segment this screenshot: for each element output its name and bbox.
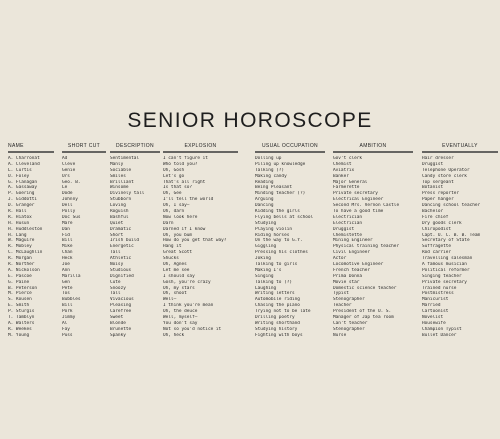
list-item: Bill bbox=[62, 238, 73, 244]
list-item: Druggist bbox=[422, 161, 444, 167]
list-item: R. Weekes bbox=[8, 326, 32, 332]
list-item: P. Goering bbox=[8, 191, 35, 197]
list-item: Energetic bbox=[110, 244, 134, 250]
list-item: R. Morgan bbox=[8, 256, 32, 262]
list-item: Athletic bbox=[110, 256, 132, 262]
list-item: Aviatrix bbox=[333, 167, 355, 173]
list-item: Making candy bbox=[255, 173, 287, 179]
column-header: EVENTUALLY bbox=[442, 143, 478, 149]
list-item: Married bbox=[422, 303, 441, 309]
list-item: Gen bbox=[62, 279, 70, 285]
list-item: Travelling salesman bbox=[422, 256, 473, 262]
list-item: On the way to G.Y. bbox=[255, 238, 303, 244]
list-item: Trying not to be late bbox=[255, 309, 311, 315]
list-item: You don't say bbox=[163, 320, 198, 326]
list-item: Brilliant bbox=[110, 179, 134, 185]
column-list bbox=[255, 156, 325, 339]
list-item: I can't figure it bbox=[163, 156, 208, 161]
list-item: Al bbox=[62, 320, 68, 326]
list-item: Writing letters bbox=[255, 291, 295, 297]
list-item: Dramatic bbox=[110, 226, 132, 232]
list-item: J. Giddotti bbox=[8, 197, 38, 203]
list-item: Botanist bbox=[422, 185, 444, 191]
column-header: NAME bbox=[8, 143, 24, 149]
list-item: Hair dresser bbox=[422, 156, 454, 161]
list-item: Joe bbox=[62, 262, 70, 268]
list-item: E. Smith bbox=[8, 303, 30, 309]
list-item: Making I's bbox=[255, 267, 282, 273]
list-item: Shucks bbox=[163, 256, 179, 262]
column-list bbox=[8, 156, 54, 339]
list-item: Hang it bbox=[163, 244, 182, 250]
list-item: Tos bbox=[62, 291, 70, 297]
list-item: D. Granger bbox=[8, 203, 35, 209]
list-item: Oh, Gee bbox=[163, 191, 182, 197]
list-item: Sweet bbox=[110, 315, 124, 321]
header-rule bbox=[255, 151, 325, 153]
list-item: R. Mobley bbox=[8, 244, 32, 250]
list-item: Dignified bbox=[110, 273, 134, 279]
list-item: Mining Engineer bbox=[333, 238, 373, 244]
list-item: President of the U. S. bbox=[333, 309, 392, 315]
list-item: Civil Engineer bbox=[333, 250, 371, 256]
list-item: Oh, you bum bbox=[163, 232, 193, 238]
list-item: Manicurist bbox=[422, 297, 449, 303]
list-item: Oh, shoot bbox=[163, 291, 187, 297]
column-short-cut bbox=[62, 137, 106, 339]
list-item: Electrician bbox=[333, 220, 363, 226]
list-item: Champion Typist bbox=[422, 326, 462, 332]
list-item: Oh, Gosh bbox=[163, 167, 185, 173]
list-item: Short bbox=[110, 232, 124, 238]
list-item: Urs bbox=[62, 173, 70, 179]
list-item: Stenographer bbox=[333, 326, 365, 332]
list-item: Oh, Agnes bbox=[163, 262, 187, 268]
column-list bbox=[422, 156, 498, 339]
list-item: Talking (?) bbox=[255, 167, 285, 173]
list-item: Oh, my stars bbox=[163, 285, 195, 291]
list-item: Dry goods clerk bbox=[422, 220, 462, 226]
list-item: How do you get that way? bbox=[163, 238, 227, 244]
list-item: Oh, I say— bbox=[163, 203, 190, 209]
list-item: A. Cleveland bbox=[8, 161, 40, 167]
list-item: Being Pleasant bbox=[255, 185, 293, 191]
list-item: Chemist bbox=[333, 161, 352, 167]
list-item: Darn bbox=[163, 220, 174, 226]
list-item: Farmerette bbox=[333, 185, 360, 191]
list-item: Quiet bbox=[110, 220, 124, 226]
list-item: Postmistress bbox=[422, 291, 454, 297]
list-item: R. Norther bbox=[8, 262, 35, 268]
list-item: Let's go bbox=[163, 173, 185, 179]
list-item: Riding horses bbox=[255, 232, 290, 238]
list-item: Winsome bbox=[110, 185, 129, 191]
list-item: Arguing bbox=[255, 197, 274, 203]
list-item: Dancing school teacher bbox=[422, 203, 481, 209]
list-item: Suffragette bbox=[422, 244, 452, 250]
list-item: Bashful bbox=[110, 214, 129, 220]
list-item: H. Huddleston bbox=[8, 226, 43, 232]
column-list bbox=[333, 156, 413, 339]
list-item: Carefree bbox=[110, 309, 132, 315]
column-eventually bbox=[422, 137, 498, 339]
list-item: Puss bbox=[62, 332, 73, 338]
list-item: Candy store clerk bbox=[422, 173, 467, 179]
list-item: S. Rousen bbox=[8, 297, 32, 303]
list-item: Giggling bbox=[255, 244, 277, 250]
list-item: Locomotive Engineer bbox=[333, 262, 384, 268]
list-item: E. Pascoe bbox=[8, 273, 32, 279]
list-item: Top sergeant bbox=[422, 179, 454, 185]
list-item: Novelist bbox=[422, 315, 444, 321]
list-item: Private secretary bbox=[333, 191, 378, 197]
list-item: Dan bbox=[62, 226, 70, 232]
list-item: H. Husun bbox=[8, 220, 30, 226]
list-item: A. Nickolson bbox=[8, 267, 40, 273]
list-item: Typist bbox=[333, 291, 349, 297]
column-explosion bbox=[163, 137, 238, 339]
list-item: Cleve bbox=[62, 161, 76, 167]
list-item: Roguish bbox=[110, 209, 129, 215]
list-item: Chemistette bbox=[333, 232, 363, 238]
list-item: Secretary of State bbox=[422, 238, 470, 244]
list-item: Talking to girls bbox=[255, 262, 298, 268]
list-item: Pork bbox=[62, 309, 73, 315]
list-item: Blonde bbox=[110, 320, 126, 326]
list-item: Writing shorthand bbox=[255, 320, 300, 326]
list-item: Fid bbox=[62, 232, 70, 238]
list-item: Dancing bbox=[255, 203, 274, 209]
list-item: Tall bbox=[110, 250, 121, 256]
column-name bbox=[8, 137, 54, 339]
list-item: Gosh, you're crazy bbox=[163, 279, 211, 285]
list-item: I should say bbox=[163, 273, 195, 279]
list-item: Sentimental bbox=[110, 156, 140, 161]
list-item: Piling up knowledge bbox=[255, 161, 306, 167]
list-item: Nurse bbox=[333, 332, 347, 338]
list-item: Actor bbox=[333, 256, 347, 262]
list-item: Movie star bbox=[333, 279, 360, 285]
list-item: Genie bbox=[62, 167, 76, 173]
list-item: Teacher bbox=[333, 303, 352, 309]
list-item: Can't teacher bbox=[333, 320, 368, 326]
list-item: Capt. U. C. B. B. Team bbox=[422, 232, 481, 238]
list-item: Vivacious bbox=[110, 297, 134, 303]
column-ambition bbox=[333, 137, 413, 339]
list-item: Minding teacher (?) bbox=[255, 191, 306, 197]
list-item: Pete bbox=[62, 285, 73, 291]
column-list bbox=[163, 156, 238, 339]
list-item: Spanky bbox=[110, 332, 126, 338]
column-header: DESCRIPTION bbox=[115, 143, 155, 149]
list-item: Bachelor bbox=[422, 209, 444, 215]
column-usual-occupation bbox=[255, 137, 325, 339]
list-item: Brunette bbox=[110, 326, 132, 332]
list-item: C. McLaughlin bbox=[8, 250, 43, 256]
list-item: Private secretary bbox=[422, 279, 467, 285]
list-item: Physical training teacher bbox=[333, 244, 400, 250]
page-title: SENIOR HOROSCOPE bbox=[127, 109, 373, 132]
list-item: Manager of Jap tea room bbox=[333, 315, 394, 321]
list-item: Johnny bbox=[62, 197, 78, 203]
list-item: Dode bbox=[62, 191, 73, 197]
list-item: Noisy bbox=[110, 262, 124, 268]
list-item: Le bbox=[62, 185, 68, 191]
list-item: Studying history bbox=[255, 326, 298, 332]
list-item: Ann bbox=[62, 267, 70, 273]
list-item: Heck bbox=[62, 256, 73, 262]
list-item: Telephone Operator bbox=[422, 167, 470, 173]
list-item: Second Mrs. Vernon Castle bbox=[333, 203, 400, 209]
list-item: A famous musician bbox=[422, 262, 467, 268]
list-item: Press reporter bbox=[422, 191, 460, 197]
list-item: Loving bbox=[110, 203, 126, 209]
header-rule bbox=[8, 151, 54, 153]
list-item: Fire chief bbox=[422, 214, 449, 220]
list-item: Pressing his clothes bbox=[255, 250, 308, 256]
list-item: Tall bbox=[110, 291, 121, 297]
list-item: Studious bbox=[110, 267, 132, 273]
list-item: Divinely tall bbox=[110, 191, 145, 197]
list-item: L. Curtis bbox=[8, 167, 32, 173]
list-item: Prima Donna bbox=[333, 273, 363, 279]
list-item: Reading bbox=[255, 179, 274, 185]
header-rule bbox=[163, 151, 238, 153]
header-rule bbox=[422, 151, 498, 153]
list-item: H. Lang bbox=[8, 232, 27, 238]
list-item: Oh, the deuce bbox=[163, 309, 198, 315]
list-item: I think you're mean bbox=[163, 303, 214, 309]
column-header: AMBITION bbox=[359, 143, 387, 149]
list-item: Political reformer bbox=[422, 267, 470, 273]
column-list bbox=[62, 156, 106, 339]
list-item: Jimmy bbox=[62, 315, 76, 321]
list-item: U. Foley bbox=[8, 173, 30, 179]
list-item: A. Walters bbox=[8, 320, 35, 326]
list-item: Automobile riding bbox=[255, 297, 300, 303]
list-item: Rod carrier bbox=[422, 250, 452, 256]
list-item: Chasing the piano bbox=[255, 303, 300, 309]
list-item: Who told you? bbox=[163, 161, 198, 167]
list-item: Now look here bbox=[163, 214, 198, 220]
list-item: Studying bbox=[255, 220, 277, 226]
list-item: Electrician bbox=[333, 214, 363, 220]
list-item: R. Hall bbox=[8, 209, 27, 215]
list-item: Manly bbox=[110, 161, 124, 167]
list-item: Fay bbox=[62, 326, 70, 332]
list-item: Banker bbox=[333, 173, 349, 179]
column-header: USUAL OCCUPATION bbox=[261, 143, 319, 149]
list-item: Paper hanger bbox=[422, 197, 454, 203]
list-item: Smiles bbox=[110, 173, 126, 179]
list-item: Stubborn bbox=[110, 197, 132, 203]
list-item: Playing violin bbox=[255, 226, 293, 232]
list-item: Flying bells at school bbox=[255, 214, 314, 220]
column-description bbox=[110, 137, 160, 339]
list-item: W. Maguire bbox=[8, 238, 35, 244]
list-item: Electrical Engineer bbox=[333, 197, 384, 203]
list-item: Mare bbox=[62, 220, 73, 226]
list-item: Well, myself— bbox=[163, 315, 198, 321]
list-item: Is that so? bbox=[163, 185, 193, 191]
list-item: Darned if I know bbox=[163, 226, 206, 232]
list-item: Snoozy bbox=[110, 285, 126, 291]
list-item: Polly bbox=[62, 209, 76, 215]
list-item: Laughing bbox=[255, 285, 277, 291]
list-item: French teacher bbox=[333, 267, 371, 273]
list-item: Marilla bbox=[62, 273, 81, 279]
list-item: Singing teacher bbox=[422, 273, 462, 279]
list-item: Stenographer bbox=[333, 297, 365, 303]
list-item: Dell bbox=[62, 203, 73, 209]
list-item: P. Sturgis bbox=[8, 309, 35, 315]
list-item: Oh, heck bbox=[163, 332, 185, 338]
list-item: M. Pierce bbox=[8, 291, 32, 297]
list-item: Not so you'd notice it bbox=[163, 326, 222, 332]
list-item: Bubbles bbox=[62, 297, 81, 303]
list-item: Cute bbox=[110, 279, 121, 285]
list-item: M. Young bbox=[8, 332, 30, 338]
list-item: B. Peterson bbox=[8, 285, 38, 291]
header-rule bbox=[110, 151, 160, 153]
list-item: T. Tamblyn bbox=[8, 315, 35, 321]
list-item: Ad bbox=[62, 156, 68, 161]
list-item: Doc Sus bbox=[62, 214, 81, 220]
list-item: A. Charronat bbox=[8, 156, 40, 161]
list-item: I'll tell the world bbox=[163, 197, 214, 203]
list-item: Irish build bbox=[110, 238, 140, 244]
list-item: Drilling poetry bbox=[255, 315, 295, 321]
column-header: SHORT CUT bbox=[67, 143, 101, 149]
list-item: G. Paine bbox=[8, 279, 30, 285]
column-list bbox=[110, 156, 160, 339]
list-item: That's all right bbox=[163, 179, 206, 185]
list-item: Kidding the girls bbox=[255, 209, 300, 215]
list-item: Cartoonist bbox=[422, 309, 449, 315]
list-item: R. Hiatox bbox=[8, 214, 32, 220]
list-item: Gov't clerk bbox=[333, 156, 363, 161]
list-item: Mike bbox=[62, 244, 73, 250]
list-item: Let me see bbox=[163, 267, 190, 273]
list-item: A. Gassaway bbox=[8, 185, 38, 191]
list-item: Major General bbox=[333, 179, 368, 185]
list-item: Singing bbox=[255, 273, 274, 279]
list-item: G. Flanagan bbox=[8, 179, 38, 185]
header-rule bbox=[62, 151, 106, 153]
list-item: Oh, darn bbox=[163, 209, 185, 215]
list-item: To have a good time bbox=[333, 209, 384, 215]
list-item: Sociable bbox=[110, 167, 132, 173]
list-item: Domestic science teacher bbox=[333, 285, 397, 291]
list-item: Housewife bbox=[422, 320, 446, 326]
list-item: Pleasing bbox=[110, 303, 132, 309]
list-item: Bullet Dancer bbox=[422, 332, 457, 338]
list-item: Trained nurse bbox=[422, 285, 457, 291]
list-item: Talking to (?) bbox=[255, 279, 293, 285]
list-item: Dolling up bbox=[255, 156, 282, 161]
list-item: Chan bbox=[62, 250, 73, 256]
list-item: Well— bbox=[163, 297, 177, 303]
list-item: Great Scott bbox=[163, 250, 193, 256]
list-item: Chiropodist bbox=[422, 226, 452, 232]
list-item: Bill bbox=[62, 303, 73, 309]
list-item: Druggist bbox=[333, 226, 355, 232]
list-item: Fighting with boys bbox=[255, 332, 303, 338]
column-header: EXPLOSION bbox=[184, 143, 217, 149]
list-item: Geo. B. bbox=[62, 179, 81, 185]
header-rule bbox=[333, 151, 413, 153]
list-item: Joking bbox=[255, 256, 271, 262]
